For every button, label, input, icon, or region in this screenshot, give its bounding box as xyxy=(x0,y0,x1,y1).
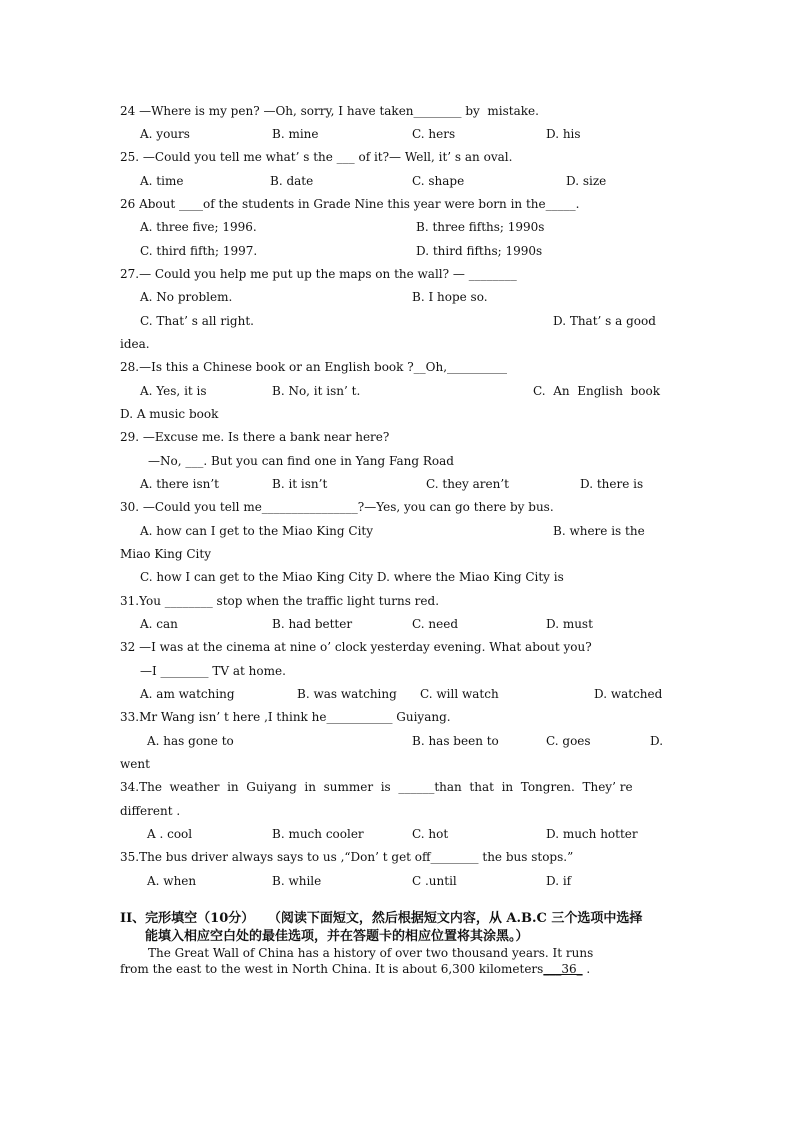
q33-option-c: C. goes xyxy=(546,734,591,748)
q34-option-a: A . cool xyxy=(147,827,193,841)
q35-stem: 35.The bus driver always says to us ,“Don’ t get off________ the bus stops.” xyxy=(120,850,574,864)
passage-line-2-end: . xyxy=(582,962,591,976)
q31-option-c: C. need xyxy=(412,617,458,631)
q28-option-b: B. No, it isn’ t. xyxy=(272,384,361,398)
q25-option-c: C. shape xyxy=(412,174,465,188)
blank-36: ___36_ xyxy=(543,962,583,976)
q31-option-d: D. must xyxy=(546,617,593,631)
q34-option-c: C. hot xyxy=(412,827,449,841)
q28-option-c: C. An English book xyxy=(533,384,660,398)
q32-stem-reply: —I ________ TV at home. xyxy=(140,664,286,678)
q29-option-b: B. it isn’t xyxy=(272,477,328,491)
q24-option-b: B. mine xyxy=(272,127,319,141)
q29-stem: 29. —Excuse me. Is there a bank near here? xyxy=(120,430,390,444)
q25-option-a: A. time xyxy=(140,174,184,188)
q24-option-d: D. his xyxy=(546,127,581,141)
q35-option-a: A. when xyxy=(147,874,197,888)
q27-option-b: B. I hope so. xyxy=(412,290,488,304)
q32-option-b: B. was watching xyxy=(297,687,397,701)
q27-stem: 27.— Could you help me put up the maps on the wall? — ________ xyxy=(120,267,517,281)
passage-line-2 xyxy=(120,962,590,977)
q33-option-b: B. has been to xyxy=(412,734,499,748)
q28-stem: 28.—Is this a Chinese book or an English book ?__Oh,__________ xyxy=(120,360,508,374)
q27-option-a: A. No problem. xyxy=(140,290,233,304)
q30-option-c-d: C. how I can get to the Miao King City D. where the Miao King City is xyxy=(140,570,564,584)
q34-stem: 34.The weather in Guiyang in summer is ______than that in Tongren. They’ re xyxy=(120,780,633,794)
q31-option-b: B. had better xyxy=(272,617,353,631)
q29-option-a: A. there isn’t xyxy=(140,477,219,491)
q32-option-d: D. watched xyxy=(594,687,663,701)
q24-stem: 24 —Where is my pen? —Oh, sorry, I have taken________ by mistake. xyxy=(120,104,539,118)
q32-option-a: A. am watching xyxy=(140,687,235,701)
q29-option-c: C. they aren’t xyxy=(426,477,509,491)
q30-option-b: B. where is the xyxy=(553,524,645,538)
q26-option-b: B. three fifths; 1990s xyxy=(416,220,545,234)
q24-option-c: C. hers xyxy=(412,127,456,141)
q31-stem: 31.You ________ stop when the traffic light turns red. xyxy=(120,594,440,608)
q29-stem-reply: —No, ___. But you can find one in Yang Fang Road xyxy=(148,454,454,468)
q28-option-d: D. A music book xyxy=(120,407,219,421)
section-heading: II、完形填空（10分） （阅读下面短文，然后根据短文内容，从 A.B.C 三个选项中选择 xyxy=(120,911,643,926)
q28-option-a: A. Yes, it is xyxy=(140,384,207,398)
q27-option-d-wrap: idea. xyxy=(120,337,150,351)
q25-option-b: B. date xyxy=(270,174,314,188)
q30-option-b-wrap: Miao King City xyxy=(120,547,211,561)
q35-option-b: B. while xyxy=(272,874,322,888)
passage-line-2-text: from the east to the west in North China. It is about 6,300 kilometers xyxy=(120,962,544,976)
section-heading-cont: 能填入相应空白处的最佳选项，并在答题卡的相应位置将其涂黑。） xyxy=(145,929,529,944)
q33-option-d-wrap: went xyxy=(120,757,150,771)
q26-option-c: C. third fifth; 1997. xyxy=(140,244,258,258)
q27-option-d: D. That’ s a good xyxy=(553,314,656,328)
q24-option-a: A. yours xyxy=(140,127,190,141)
q32-stem: 32 —I was at the cinema at nine o’ clock yesterday evening. What about you? xyxy=(120,640,592,654)
q33-stem: 33.Mr Wang isn’ t here ,I think he___________ Guiyang. xyxy=(120,710,451,724)
q25-stem: 25. —Could you tell me what’ s the ___ of it?— Well, it’ s an oval. xyxy=(120,150,513,164)
q30-option-a: A. how can I get to the Miao King City xyxy=(140,524,374,538)
q29-option-d: D. there is xyxy=(580,477,644,491)
q33-option-a: A. has gone to xyxy=(147,734,234,748)
q31-option-a: A. can xyxy=(140,617,178,631)
q25-option-d: D. size xyxy=(566,174,607,188)
q34-option-d: D. much hotter xyxy=(546,827,638,841)
q26-option-d: D. third fifths; 1990s xyxy=(416,244,543,258)
passage-line-1: The Great Wall of China has a history of over two thousand years. It runs xyxy=(148,946,594,960)
q26-stem: 26 About ____of the students in Grade Nine this year were born in the_____. xyxy=(120,197,580,211)
q30-stem: 30. —Could you tell me________________?—Yes, you can go there by bus. xyxy=(120,500,554,514)
q33-option-d: D. xyxy=(650,734,664,748)
q35-option-d: D. if xyxy=(546,874,572,888)
q26-option-a: A. three five; 1996. xyxy=(140,220,257,234)
q27-option-c: C. That’ s all right. xyxy=(140,314,254,328)
q35-option-c: C .until xyxy=(412,874,457,888)
q32-option-c: C. will watch xyxy=(420,687,499,701)
q34-stem-wrap: different . xyxy=(120,804,181,818)
q34-option-b: B. much cooler xyxy=(272,827,364,841)
